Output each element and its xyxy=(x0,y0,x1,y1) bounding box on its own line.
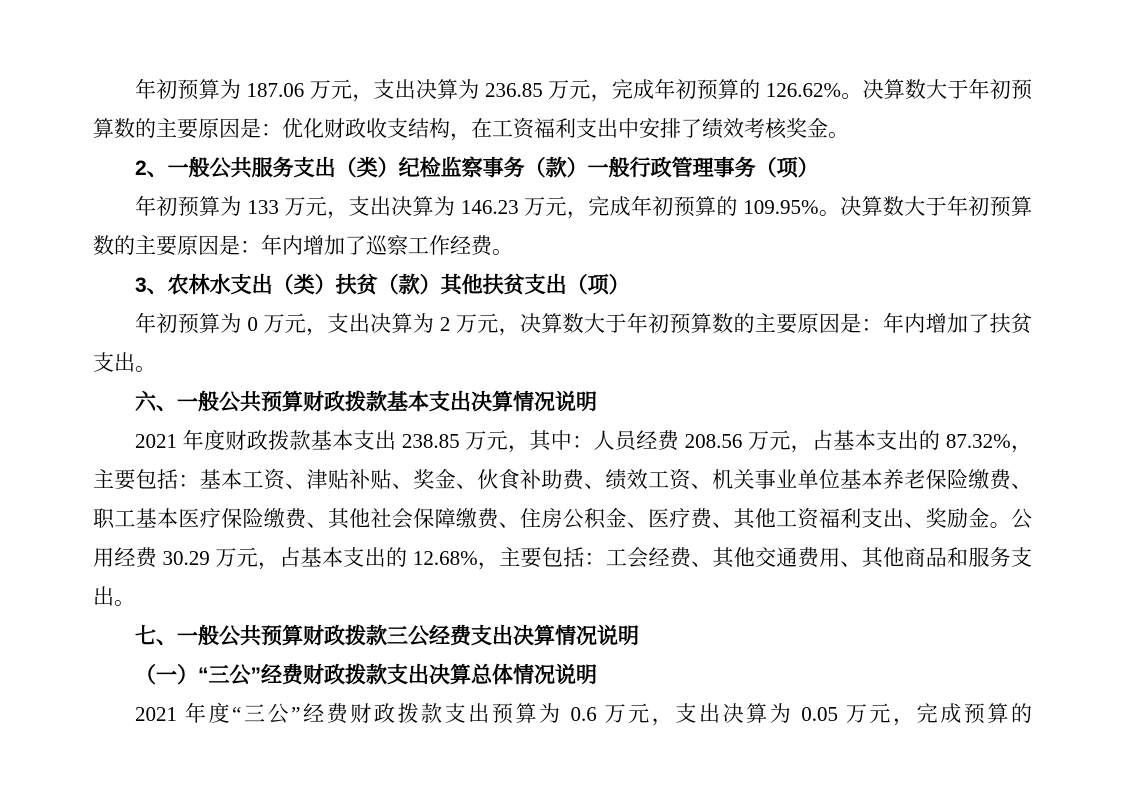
heading-section-2: 2、一般公共服务支出（类）纪检监察事务（款）一般行政管理事务（项） xyxy=(135,157,819,180)
heading-section-7: 七、一般公共预算财政拨款三公经费支出决算情况说明 xyxy=(135,625,639,648)
body-paragraph: 2021 年度“三公”经费财政拨款支出预算为 0.6 万元，支出决算为 0.05 万元，完成预算的 xyxy=(135,702,1032,726)
heading-section-3: 3、农林水支出（类）扶贫（款）其他扶贫支出（项） xyxy=(135,274,630,297)
heading-section-6: 六、一般公共预算财政拨款基本支出决算情况说明 xyxy=(135,391,597,414)
body-paragraph: 年初预算为 187.06 万元，支出决算为 236.85 万元，完成年初预算的 126.62%。决算数大于年初预算数的主要原因是：优化财政收支结构，在工资福利支出中安排了绩效考核奖金。 xyxy=(93,78,1032,141)
body-paragraph: 2021 年度财政拨款基本支出 238.85 万元，其中：人员经费 208.56 万元，占基本支出的 87.32%，主要包括：基本工资、津贴补贴、奖金、伙食补助费、绩效工资、机关事业单位基本养老保险缴费、职工基本医疗保险缴费、其他社会保障缴费、住房公积金、医疗费、其他工资福利支出、奖励金。公用经费 30.29 万元，占基本支出的 12.68%，主要包括：工会经费、其他交通费用、其他商品和服务支出。 xyxy=(93,429,1032,609)
body-paragraph: 年初预算为 133 万元，支出决算为 146.23 万元，完成年初预算的 109.95%。决算数大于年初预算数的主要原因是：年内增加了巡察工作经费。 xyxy=(93,195,1032,258)
body-paragraph: 年初预算为 0 万元，支出决算为 2 万元，决算数大于年初预算数的主要原因是：年内增加了扶贫支出。 xyxy=(93,312,1032,375)
heading-subsection-1: （一）“三公”经费财政拨款支出决算总体情况说明 xyxy=(135,664,597,687)
